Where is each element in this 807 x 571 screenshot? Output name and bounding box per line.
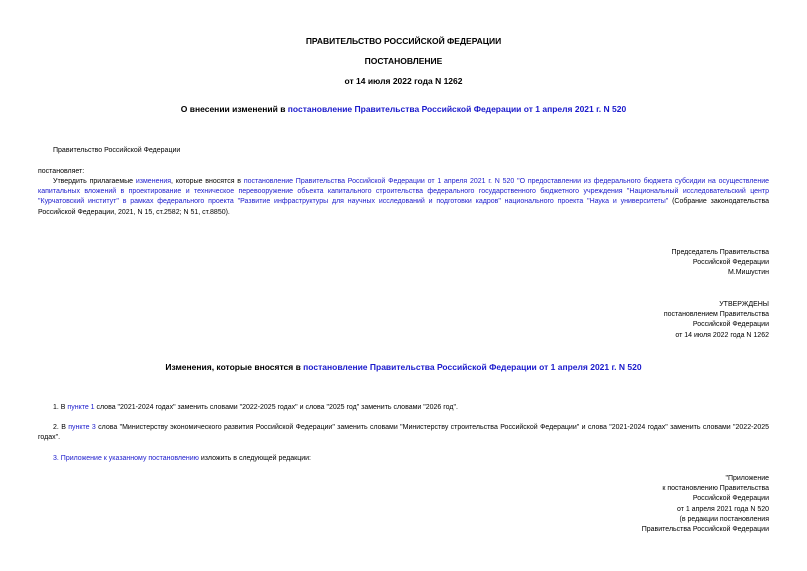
item1-text-b: слова "2021-2024 годах" заменить словами "2022-2025 годах" и слова "2025 год" заменить словами "2026 год".: [94, 404, 458, 411]
signature-position: Председатель Правительства: [671, 249, 769, 256]
signature-name: М.Мишустин: [727, 269, 769, 277]
appendix-line-6: Правительства Российской Федерации: [641, 526, 769, 534]
changes-title: [0, 362, 807, 372]
item2-link[interactable]: пункте 3: [68, 424, 96, 431]
title-prefix: О внесении изменений в: [180, 104, 288, 114]
p1-text-b: , которые вносятся в: [171, 178, 244, 185]
signature-org: Российской Федерации: [692, 259, 769, 267]
appendix-block: [642, 474, 769, 535]
main-paragraph: [38, 177, 769, 218]
appendix-line-2: к постановлению Правительства: [662, 485, 769, 493]
org-heading: ПРАВИТЕЛЬСТВО РОССИЙСКОЙ ФЕДЕРАЦИИ: [305, 36, 502, 46]
doc-type-heading: ПОСТАНОВЛЕНИЕ: [364, 56, 443, 66]
item1-text-a: 1. В: [53, 404, 68, 411]
changes-title-prefix: Изменения, которые вносятся в: [165, 362, 304, 372]
item2-text-a: 2. В: [53, 424, 69, 431]
changes-title-link[interactable]: постановление Правительства Российской Федерации от 1 апреля 2021 г. N 520: [303, 362, 642, 372]
changes-link[interactable]: изменения: [135, 178, 172, 185]
resolves-text: постановляет:: [38, 168, 85, 175]
signature-block: [672, 248, 769, 279]
appendix-line-5: (в редакции постановления: [679, 515, 769, 523]
item3-text-b: изложить в следующей редакции:: [198, 455, 311, 462]
approved-line-2: постановлением Правительства: [663, 311, 769, 319]
item1-link[interactable]: пункте 1: [67, 404, 95, 411]
change-item-3: [53, 454, 311, 464]
change-item-1: [53, 403, 769, 413]
item3-link[interactable]: 3. Приложение к указанному постановлению: [53, 455, 199, 462]
approved-line-3: Российской Федерации: [692, 321, 769, 329]
document-title: [0, 104, 807, 114]
title-link[interactable]: постановление Правительства Российской Федерации от 1 апреля 2021 г. N 520: [287, 104, 627, 114]
item2-text-b: слова "Министерству экономического развития Российской Федерации" заменить словами "Министерству строительства Российской Федерации" и слова "2021-2024 годах" заменить словами "2022-2025 годах".: [38, 424, 769, 442]
approved-block: [664, 300, 769, 341]
appendix-line-1: "Приложение: [725, 475, 769, 482]
date-number: от 14 июля 2022 года N 1262: [344, 76, 463, 86]
gov-text: Правительство Российской Федерации: [53, 147, 181, 154]
resolution-link[interactable]: постановление Правительства Российской Федерации от 1 апреля 2021 г. N 520: [243, 178, 515, 185]
approved-heading: УТВЕРЖДЕНЫ: [719, 301, 769, 308]
appendix-line-4: от 1 апреля 2021 года N 520: [676, 505, 769, 513]
p1-text-a: Утвердить прилагаемые: [53, 178, 136, 185]
appendix-line-3: Российской Федерации: [692, 495, 769, 503]
change-item-2: [38, 423, 769, 443]
approved-line-4: от 14 июля 2022 года N 1262: [675, 331, 769, 339]
p1-text-d: (Собрание законодательства Российской Федерации, 2021, N 15, ст.2582; N 51, ст.8850).: [38, 198, 769, 216]
resolution-title-link[interactable]: "О предоставлении из федерального бюджета субсидии на осуществление капитальных вложений в проектирование и техническое перевооружение объекта капитального строительства федерального государственного бюджетного учреждения "Национальный исследовательский центр "Курчатовский институт" в рамках федерального проекта "Развитие инфраструктуры для научных исследований и подготовки кадров" национального проекта "Наука и университеты": [38, 178, 769, 206]
